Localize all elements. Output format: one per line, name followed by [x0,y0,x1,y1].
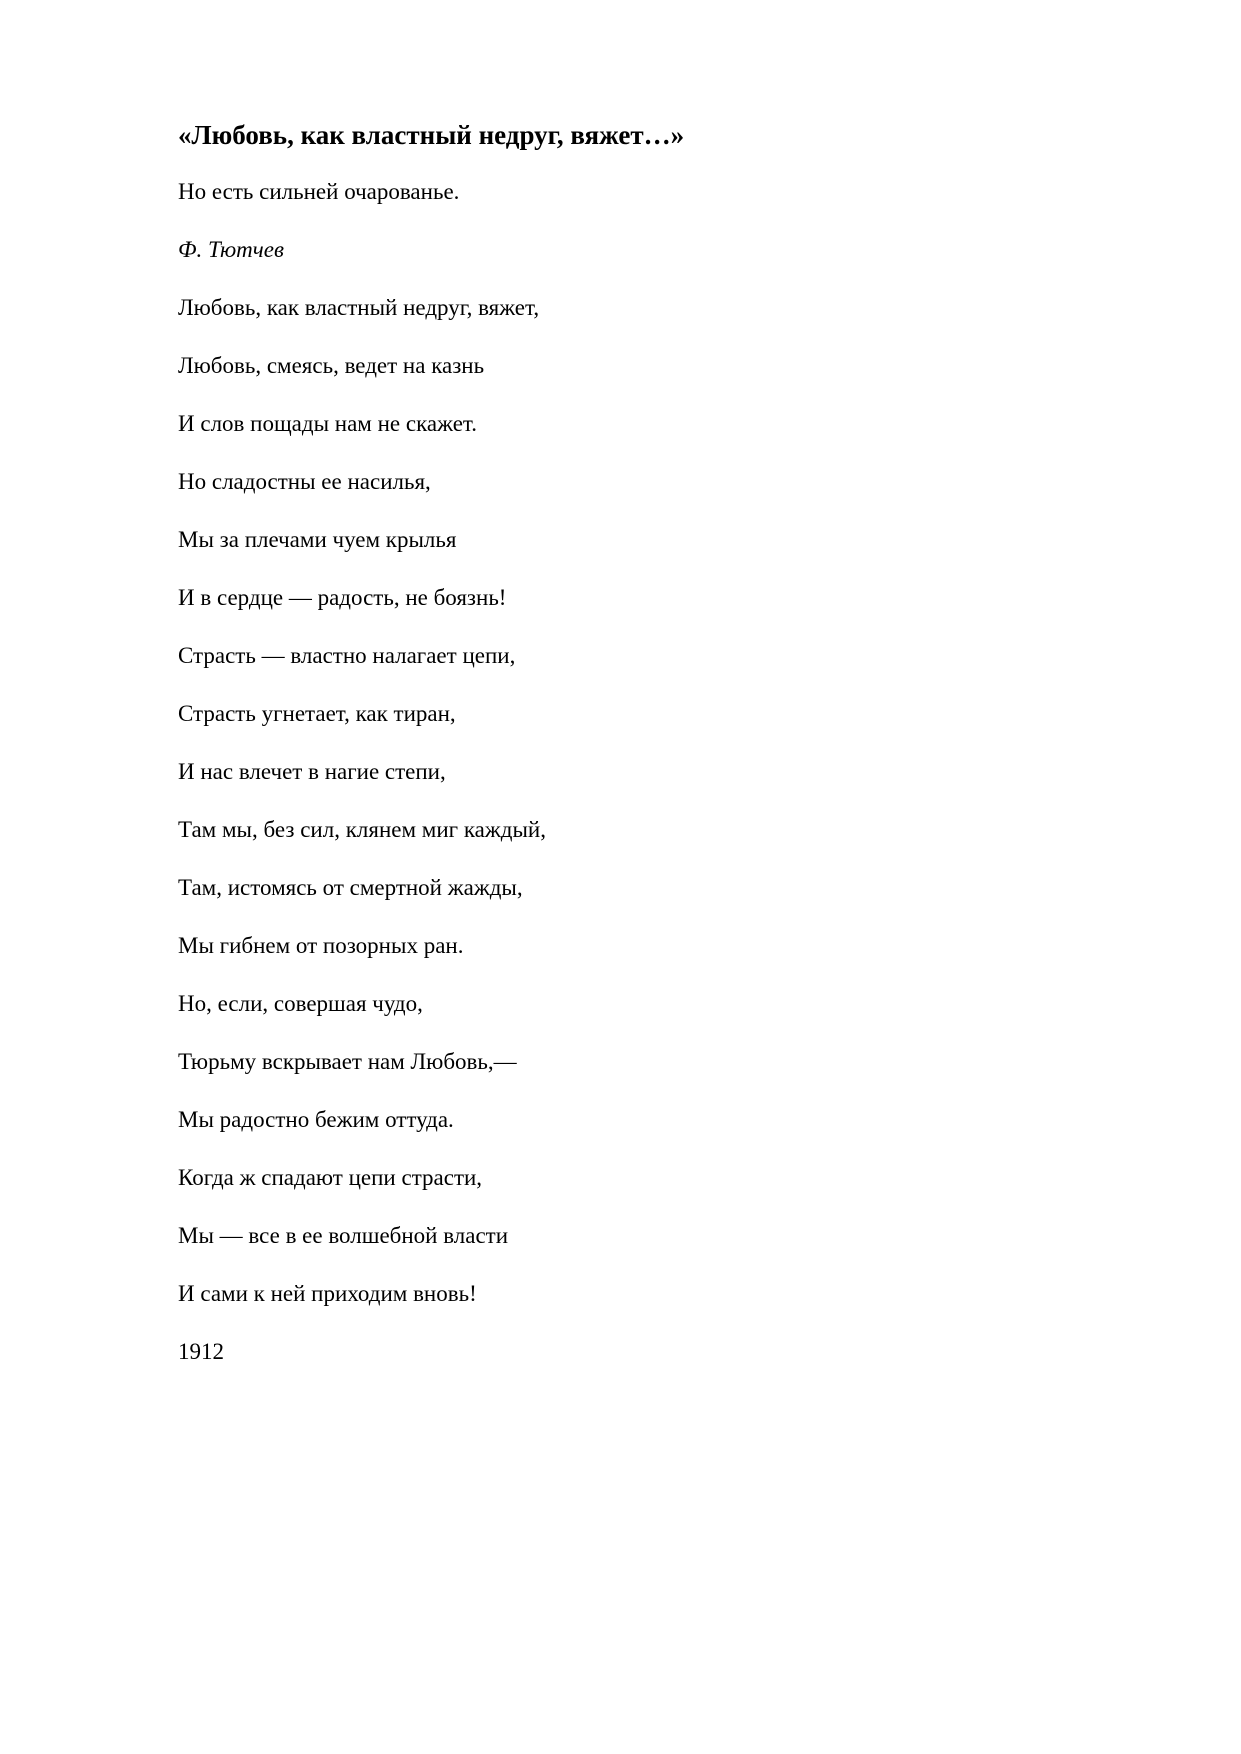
epigraph-text: Но есть сильней очарованье. [178,179,460,204]
poem-line: Любовь, как властный недруг, вяжет, [178,295,540,320]
poem-line: Там мы, без сил, клянем миг каждый, [178,817,546,842]
poem-line: Тюрьму вскрывает нам Любовь,— [178,1049,517,1074]
poem-line: Мы — все в ее волшебной власти [178,1223,509,1248]
poem-content [178,118,1078,1395]
poem-line: Мы радостно бежим оттуда. [178,1107,454,1132]
poem-line: Мы за плечами чуем крылья [178,527,457,552]
poem-line: Там, истомясь от смертной жажды, [178,875,523,900]
poem-title: «Любовь, как властный недруг, вяжет…» [178,120,685,150]
poem-line: Но, если, совершая чудо, [178,991,423,1016]
epigraph-author: Ф. Тютчев [178,237,284,262]
poem-line: Но сладостны ее насилья, [178,469,431,494]
poem-year: 1912 [178,1339,224,1364]
poem-line: Любовь, смеясь, ведет на казнь [178,353,485,378]
poem-line: Страсть угнетает, как тиран, [178,701,456,726]
poem-line: Мы гибнем от позорных ран. [178,933,464,958]
poem-line: И в сердце — радость, не боязнь! [178,585,507,610]
poem-line: И слов пощады нам не скажет. [178,411,477,436]
poem-line: Страсть — властно налагает цепи, [178,643,516,668]
poem-line: И нас влечет в нагие степи, [178,759,446,784]
poem-line: И сами к ней приходим вновь! [178,1281,477,1306]
poem-line: Когда ж спадают цепи страсти, [178,1165,483,1190]
